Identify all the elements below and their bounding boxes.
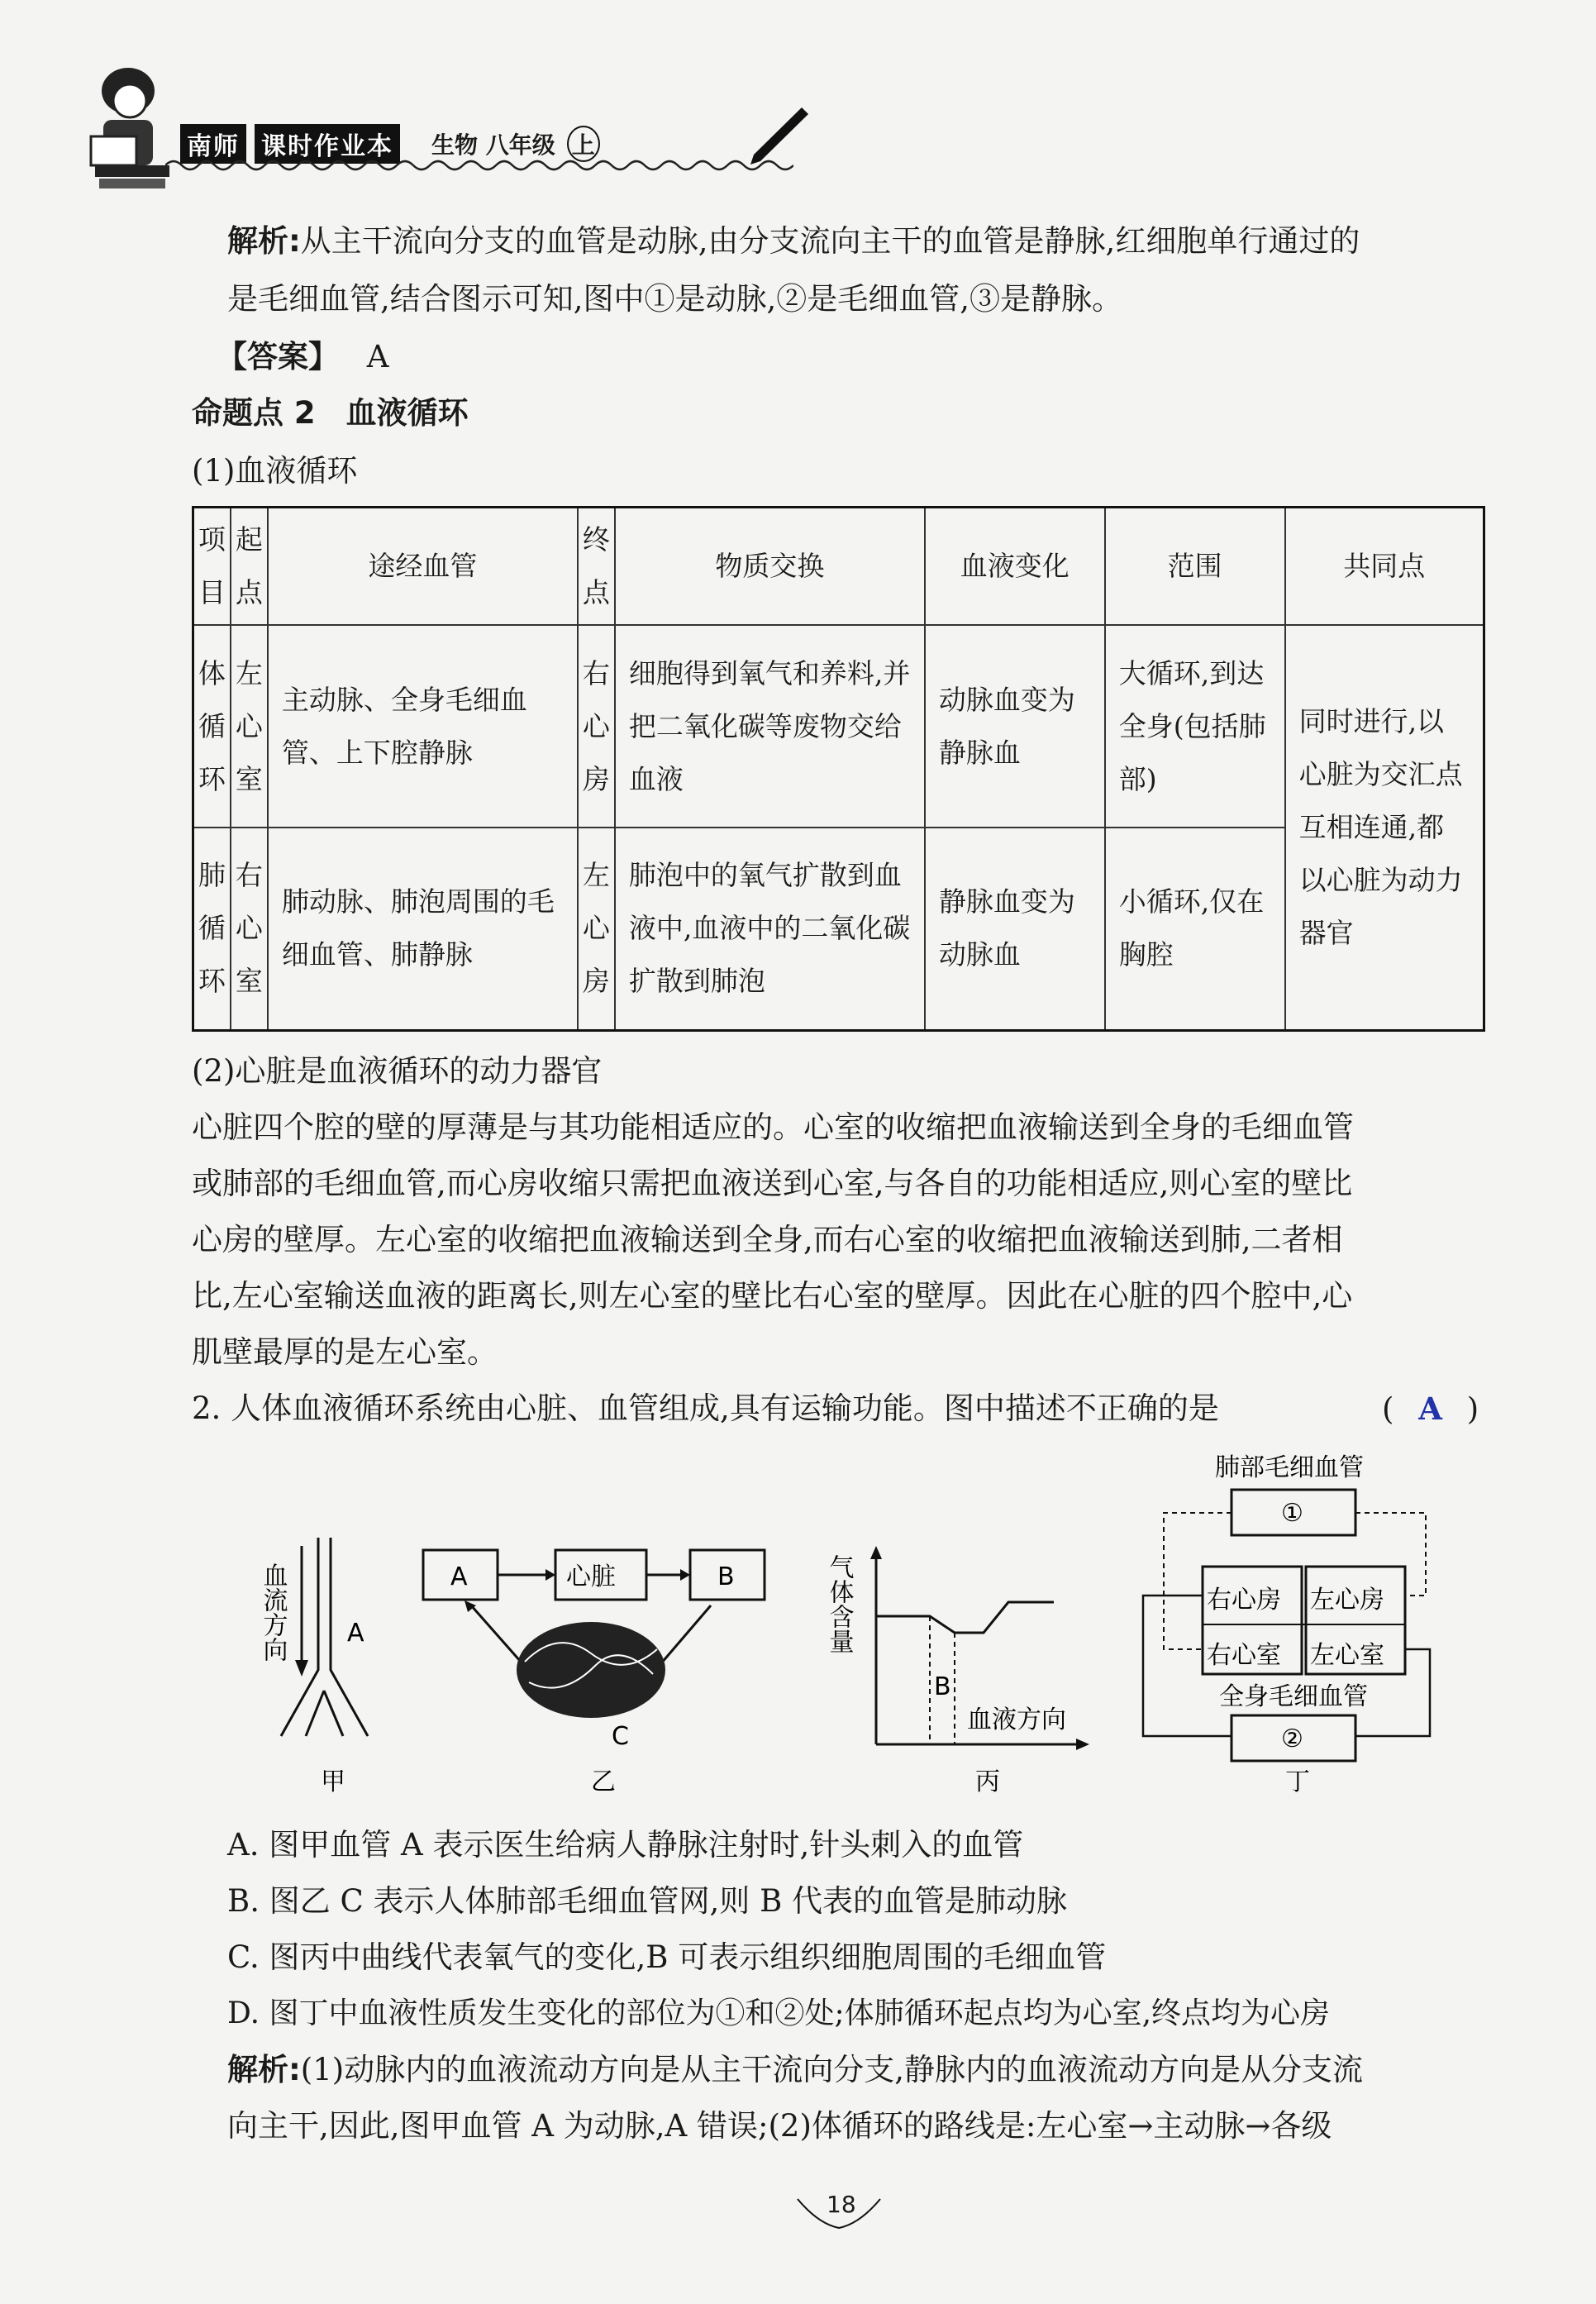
answer-line (217, 329, 389, 385)
heart-line-4: 比,左心室输送血液的距离长,则左心室的壁比右心室的壁厚。因此在心脏的四个腔中,心 (192, 1278, 1353, 1314)
figure-ding (1143, 1453, 1430, 1796)
yi-caption: 乙 (591, 1767, 616, 1796)
analysis-line-2: 是毛细血管,结合图示可知,图中①是动脉,②是毛细血管,③是静脉。 (227, 281, 1123, 317)
q2-analysis-line-1 (227, 2042, 1363, 2098)
option-d: D. 图丁中血液性质发生变化的部位为①和②处;体肺循环起点均为心室,终点均为心房 (227, 1996, 1331, 2030)
pen-icon (744, 103, 810, 169)
subsection-1-title: (1)血液循环 (192, 453, 358, 489)
row-scope: 小循环,仅在胸腔 (1105, 828, 1285, 1030)
analysis-text-1: 从主干流向分支的血管是动脉,由分支流向主干的血管是静脉,红细胞单行通过的 (300, 223, 1360, 259)
figure-yi (423, 1550, 765, 1796)
question-2-stem: 2. 人体血液循环系统由心脏、血管组成,具有运输功能。图中描述不正确的是 (192, 1391, 1219, 1426)
analysis-label: 解析: (227, 223, 301, 259)
ding-circle-1: ① (1281, 1499, 1303, 1528)
yi-box-a-label: A (450, 1562, 468, 1591)
header-scope: 范围 (1105, 508, 1285, 626)
jia-caption: 甲 (321, 1767, 345, 1796)
circulation-figures (248, 1447, 1488, 1802)
header-volume: 上 (567, 126, 600, 162)
row-change: 动脉血变为静脉血 (925, 625, 1105, 828)
header-tag-publisher: 南师 (180, 124, 246, 164)
bing-y-label: 气体含量 (824, 1554, 854, 1653)
row-item: 体循环 (193, 625, 231, 828)
heart-line-3: 心房的壁厚。左心室的收缩把血液输送到全身,而右心室的收缩把血液输送到肺,二者相 (192, 1222, 1343, 1257)
analysis-line-1 (227, 213, 1360, 270)
paren-open: ( (1382, 1391, 1394, 1427)
heart-line-5: 肌壁最厚的是左心室。 (192, 1334, 498, 1370)
paren-close: ) (1466, 1391, 1479, 1427)
heart-line-2: 或肺部的毛细血管,而心房收缩只需把血液送到心室,与各自的功能相适应,则心室的壁比 (192, 1166, 1353, 1201)
ding-body-cap-label: 全身毛细血管 (1219, 1682, 1368, 1711)
jia-vessel-label: A (347, 1619, 364, 1648)
row-start: 右心室 (231, 828, 268, 1030)
blood-circulation-table (192, 506, 1485, 1032)
question-2-answer (1382, 1381, 1479, 1438)
q2-analysis-label: 解析: (227, 2052, 301, 2087)
header-end: 终点 (578, 508, 615, 626)
answer-label: 【答案】 (217, 339, 339, 374)
row-exchange: 肺泡中的氧气扩散到血液中,血液中的二氧化碳扩散到肺泡 (615, 828, 925, 1030)
row-start: 左心室 (231, 625, 268, 828)
ding-right-ventricle: 右心室 (1207, 1641, 1281, 1670)
bing-point-b: B (934, 1672, 951, 1701)
q2-analysis-text-1: (1)动脉内的血液流动方向是从主干流向分支,静脉内的血液流动方向是从分支流 (300, 2052, 1363, 2087)
row-change: 静脉血变为动脉血 (925, 828, 1105, 1030)
jia-flow-label: 血流方向 (258, 1562, 288, 1662)
header-vessels: 途经血管 (268, 508, 578, 626)
q2-analysis-line-2: 向主干,因此,图甲血管 A 为动脉,A 错误;(2)体循环的路线是:左心室→主动脉→各级 (227, 2108, 1332, 2144)
yi-box-b-label: B (717, 1562, 735, 1591)
ding-lung-cap-label: 肺部毛细血管 (1215, 1453, 1364, 1482)
bing-x-label: 血液方向 (967, 1705, 1066, 1734)
ding-caption: 丁 (1285, 1767, 1310, 1796)
row-scope: 大循环,到达全身(包括肺部) (1105, 625, 1285, 828)
header-tag-series: 课时作业本 (255, 124, 400, 164)
option-b: B. 图乙 C 表示人体肺部毛细血管网,则 B 代表的血管是肺动脉 (227, 1883, 1068, 1919)
ding-right-atrium: 右心房 (1207, 1586, 1281, 1615)
header-item: 项目 (193, 508, 231, 626)
option-a: A. 图甲血管 A 表示医生给病人静脉注射时,针头刺入的血管 (227, 1827, 1024, 1863)
page-number: 18 (827, 2191, 856, 2218)
figure-jia (259, 1538, 369, 1796)
ding-left-atrium: 左心房 (1310, 1586, 1384, 1615)
bing-caption: 丙 (975, 1767, 1000, 1796)
header-common: 共同点 (1285, 508, 1484, 626)
row-vessels: 主动脉、全身毛细血管、上下腔静脉 (268, 625, 578, 828)
row-end: 左心房 (578, 828, 615, 1030)
yi-net-label: C (612, 1722, 629, 1751)
q2-answer-value: A (1418, 1391, 1442, 1427)
table-header-row (193, 508, 1484, 626)
yi-box-heart-label: 心脏 (566, 1562, 616, 1591)
ding-left-ventricle: 左心室 (1310, 1641, 1384, 1670)
row-end: 右心房 (578, 625, 615, 828)
ding-circle-2: ② (1281, 1724, 1303, 1753)
row-common: 同时进行,以心脏为交汇点互相连通,都以心脏为动力器官 (1285, 625, 1484, 1030)
header-exchange: 物质交换 (615, 508, 925, 626)
header-start: 起点 (231, 508, 268, 626)
row-item: 肺循环 (193, 828, 231, 1030)
table-row (193, 625, 1484, 828)
subsection-2-title: (2)心脏是血液循环的动力器官 (192, 1053, 603, 1089)
header-subject: 生物 八年级 (431, 131, 555, 159)
row-exchange: 细胞得到氧气和养料,并把二氧化碳等废物交给血液 (615, 625, 925, 828)
row-vessels: 肺动脉、肺泡周围的毛细血管、肺静脉 (268, 828, 578, 1030)
answer-value: A (366, 339, 389, 374)
bing-curve (876, 1602, 1054, 1633)
point-2-title: 命题点 2 血液循环 (192, 395, 469, 431)
heart-line-1: 心脏四个腔的壁的厚薄是与其功能相适应的。心室的收缩把血液输送到全身的毛细血管 (192, 1109, 1354, 1145)
option-c: C. 图丙中曲线代表氧气的变化,B 可表示组织细胞周围的毛细血管 (227, 1939, 1107, 1975)
figure-bing (825, 1546, 1090, 1796)
header-wave-line (165, 153, 793, 178)
header-change: 血液变化 (925, 508, 1105, 626)
